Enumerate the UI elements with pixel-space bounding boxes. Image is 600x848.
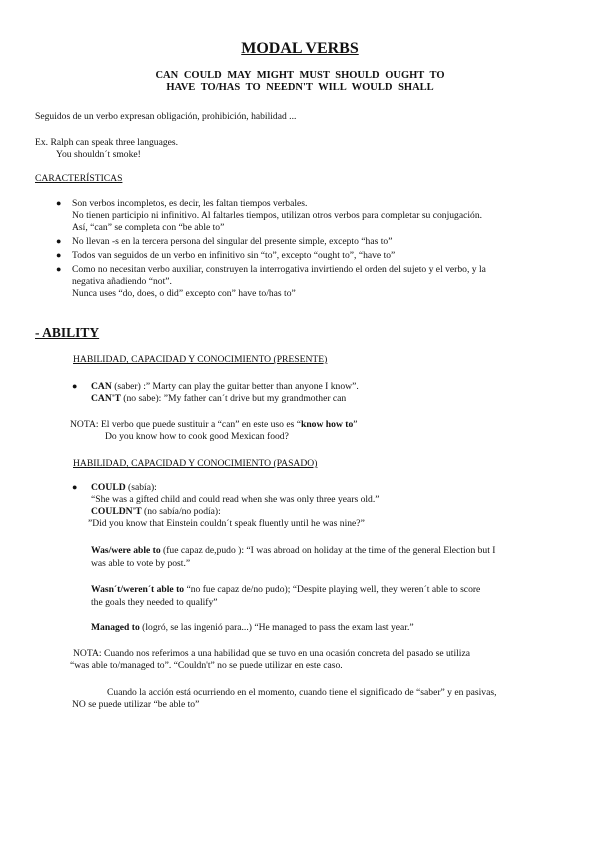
nota-3-line-2: NO se puede utilizar “be able to” [72,699,200,710]
could-example: “She was a gifted child and could read when she was only three years old.” [91,494,380,505]
char-bullet-1-line-1: Son verbos incompletos, es decir, les faltan tiempos verbales. [72,198,308,209]
wasnt-able-line-1 [91,584,480,595]
was-able-line-1 [91,545,496,556]
example-1: Ex. Ralph can speak three languages. [35,137,179,148]
was-able-text: (fue capaz de,pudo ): “I was abroad on holiday at the time of the general Election but I [160,545,496,556]
nota-3-line-1: Cuando la acción está ocurriendo en el momento, cuando tiene el significado de “saber” y en pasivas, [107,687,497,698]
was-able-line-2: was able to vote by post.” [91,558,191,569]
couldnt-example: ”Did you know that Einstein couldn´t speak fluently until he was nine?” [88,518,365,529]
char-bullet-1-line-2: No tienen participio ni infinitivo. Al faltarles tiempos, utilizan otros verbos para completar su conjugación. [72,210,483,221]
managed-label: Managed to [91,622,140,633]
char-bullet-4-line-2: negativa añadiendo “not”. [72,276,172,287]
could-label: COULD [91,482,126,493]
bullet-icon: ● [56,264,62,274]
can-label: CAN [91,381,112,392]
can-text: (saber) :” Marty can play the guitar better than anyone I know”. [111,381,359,392]
cant-label: CAN'T [91,393,121,404]
bullet-icon: ● [56,236,62,246]
cant-line [91,393,346,404]
couldnt-line [91,506,221,517]
present-heading: HABILIDAD, CAPACIDAD Y CONOCIMIENTO (PRESENTE) [73,354,328,365]
modal-list-line-2: HAVE TO/HAS TO NEEDN'T WILL WOULD SHALL [166,82,434,93]
char-bullet-4-line-3: Nunca uses “do, does, o did” excepto con” have to/has to” [72,288,296,299]
modal-list-line-1: CAN COULD MAY MIGHT MUST SHOULD OUGHT TO [155,70,445,81]
char-bullet-3: Todos van seguidos de un verbo en infinitivo sin “to”, excepto “ought to”, “have to” [72,250,396,261]
nota-1-end: ” [353,419,358,430]
wasnt-able-line-2: the goals they needed to qualify” [91,597,218,608]
nota-1-bold: know how to [301,419,354,430]
page-title: MODAL VERBS [241,40,359,57]
can-line [91,381,359,392]
ability-heading: - ABILITY [35,325,100,340]
wasnt-able-text: “no fue capaz de/no pudo); “Despite playing well, they weren´t able to score [184,584,481,595]
nota-1-text: NOTA: El verbo que puede sustituir a “can” en este uso es “ [70,419,302,430]
couldnt-text: (no sabía/no podía): [141,506,221,517]
nota-2-line-2: “was able to/managed to”. “Couldn't” no se puede utilizar en este caso. [70,660,343,671]
nota-2-line-1: NOTA: Cuando nos referimos a una habilidad que se tuvo en una ocasión concreta del pasado se utiliza [73,648,470,659]
char-bullet-4-line-1: Como no necesitan verbo auxiliar, construyen la interrogativa invirtiendo el orden del sujeto y el verbo, y la [72,264,486,275]
char-bullet-2: No llevan -s en la tercera persona del singular del presente simple, excepto “has to” [72,236,393,247]
cant-text: (no sabe): ”My father can´t drive but my grandmother can [120,393,347,404]
intro-text: Seguidos de un verbo expresan obligación, prohibición, habilidad ... [35,111,297,122]
could-text: (sabía): [125,482,157,493]
bullet-icon: ● [56,198,62,208]
char-bullet-1-line-3: Así, “can” se completa con “be able to” [72,222,225,233]
could-line [91,482,157,493]
bullet-icon: ● [72,482,78,492]
couldnt-label: COULDN'T [91,506,142,517]
characteristics-heading: CARACTERÍSTICAS [35,173,123,184]
nota-1 [70,419,358,430]
managed-line [91,622,414,633]
managed-text: (logró, se las ingenió para...) “He managed to pass the exam last year.” [139,622,414,633]
wasnt-able-label: Wasn´t/weren´t able to [91,584,185,595]
bullet-icon: ● [56,250,62,260]
example-2: You shouldn´t smoke! [56,149,141,160]
past-heading: HABILIDAD, CAPACIDAD Y CONOCIMIENTO (PASADO) [73,458,318,469]
was-able-label: Was/were able to [91,545,161,556]
nota-1-example: Do you know how to cook good Mexican food? [105,431,289,442]
bullet-icon: ● [72,381,78,391]
